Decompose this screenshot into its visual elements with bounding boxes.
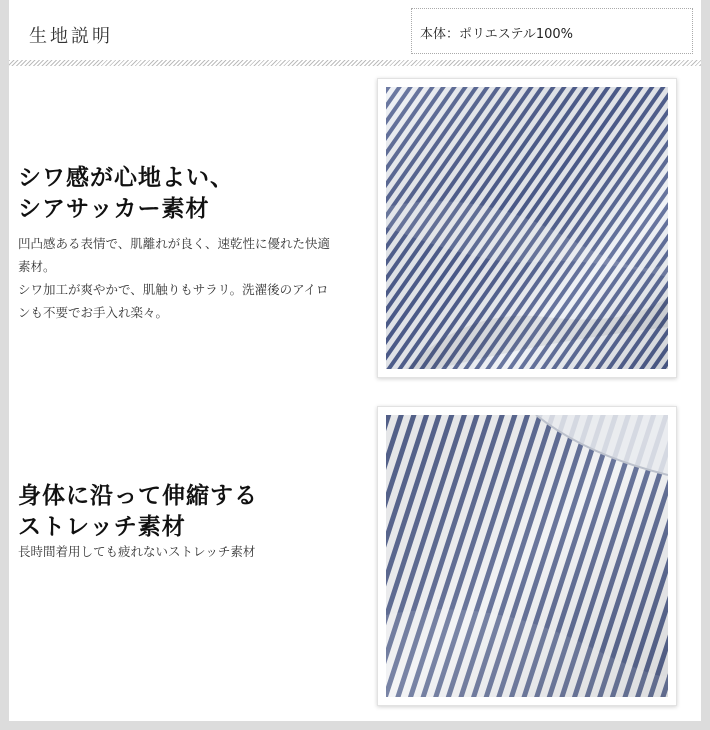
section-description	[18, 232, 376, 324]
headline-line: シアサッカー素材	[18, 195, 210, 222]
header-bar	[9, 0, 701, 60]
fabric-image-stretch	[386, 415, 668, 697]
material-composition-box	[411, 8, 693, 54]
section-headline	[18, 480, 258, 542]
headline-line: 身体に沿って伸縮する	[18, 482, 258, 509]
description-line: ンも不要でお手入れ楽々。	[18, 305, 169, 320]
section-headline	[18, 162, 234, 224]
description-line: 凹凸感ある表情で、肌離れが良く、速乾性に優れた快適	[18, 236, 331, 251]
description-line: 素材。	[18, 259, 56, 274]
fabric-section-seersucker	[9, 66, 701, 394]
headline-line: シワ感が心地よい、	[18, 164, 234, 191]
headline-line: ストレッチ素材	[18, 513, 186, 540]
fabric-section-stretch	[9, 394, 701, 721]
description-line: 長時間着用しても疲れないストレッチ素材	[18, 544, 256, 559]
fabric-image-seersucker	[386, 87, 668, 369]
fabric-photo-stretch	[377, 406, 677, 706]
section-description	[18, 540, 376, 563]
material-composition: 本体：ポリエステル100%	[420, 27, 573, 42]
page-title: 生地説明	[29, 26, 113, 47]
fabric-photo-seersucker	[377, 78, 677, 378]
description-line: シワ加工が爽やかで、肌触りもサラリ。洗濯後のアイロ	[18, 282, 329, 297]
